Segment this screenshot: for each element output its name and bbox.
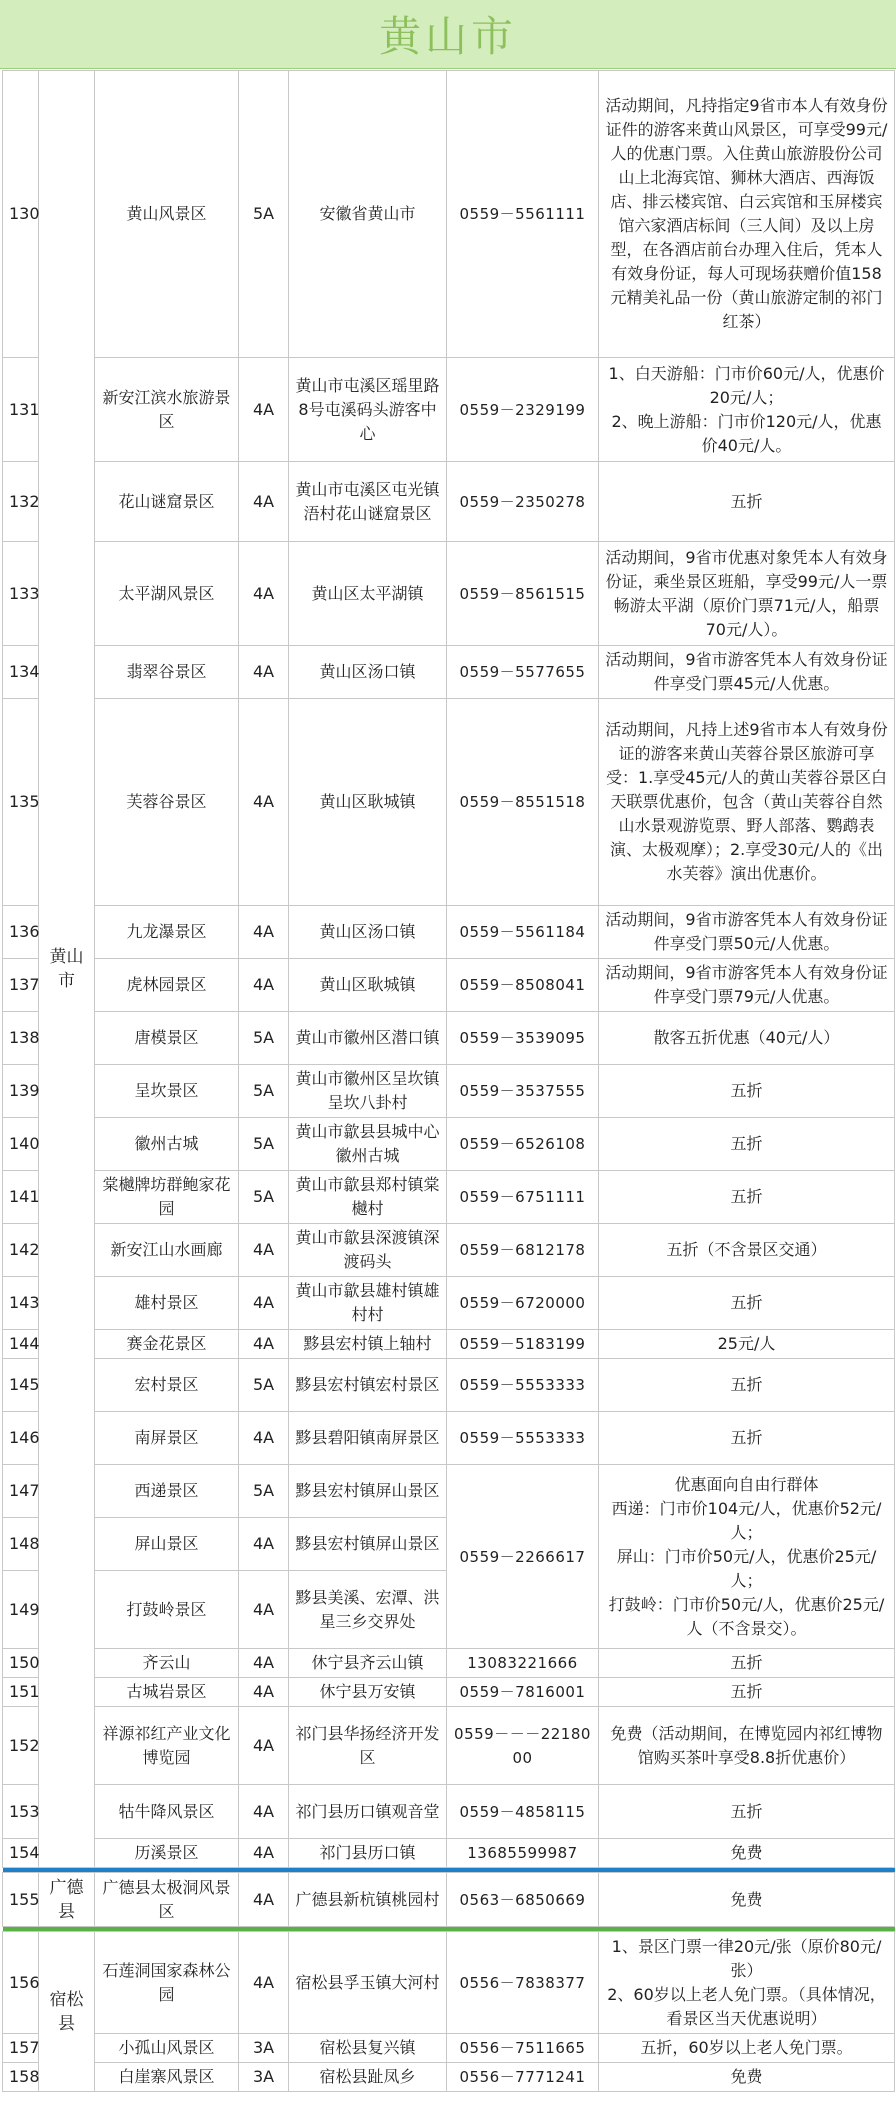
scenic-name: 西递景区 — [95, 1465, 239, 1518]
scenic-address: 黄山区汤口镇 — [289, 646, 447, 699]
row-number: 136 — [3, 906, 39, 959]
scenic-address: 黄山市屯溪区屯光镇浯村花山谜窟景区 — [289, 462, 447, 542]
scenic-name: 历溪景区 — [95, 1839, 239, 1868]
row-number: 140 — [3, 1118, 39, 1171]
table-row — [3, 1873, 895, 1927]
scenic-tel: 0559－6720000 — [447, 1277, 599, 1330]
scenic-address: 安徽省黄山市 — [289, 71, 447, 358]
scenic-level: 5A — [239, 1171, 289, 1224]
scenic-discount: 活动期间，9省市游客凭本人有效身份证件享受门票79元/人优惠。 — [599, 959, 895, 1012]
scenic-level: 4A — [239, 1412, 289, 1465]
row-number: 148 — [3, 1518, 39, 1571]
scenic-discount-table — [2, 70, 895, 2092]
table-row — [3, 462, 895, 542]
scenic-discount: 散客五折优惠（40元/人） — [599, 1012, 895, 1065]
row-number: 132 — [3, 462, 39, 542]
scenic-tel: 0556－7771241 — [447, 2063, 599, 2092]
scenic-name: 新安江滨水旅游景区 — [95, 358, 239, 462]
table-row — [3, 906, 895, 959]
scenic-address: 黄山市歙县县城中心徽州古城 — [289, 1118, 447, 1171]
table-row — [3, 2034, 895, 2063]
scenic-tel: 0559－7816001 — [447, 1678, 599, 1707]
scenic-name: 石莲洞国家森林公园 — [95, 1932, 239, 2034]
scenic-level: 4A — [239, 542, 289, 646]
row-number: 139 — [3, 1065, 39, 1118]
scenic-tel: 0559－5561111 — [447, 71, 599, 358]
table-row — [3, 2063, 895, 2092]
scenic-tel: 0559－8508041 — [447, 959, 599, 1012]
table-row — [3, 1330, 895, 1359]
scenic-level: 4A — [239, 462, 289, 542]
row-number: 153 — [3, 1785, 39, 1839]
scenic-discount: 五折 — [599, 1412, 895, 1465]
scenic-address: 宿松县复兴镇 — [289, 2034, 447, 2063]
scenic-address: 黟县美溪、宏潭、洪星三乡交界处 — [289, 1571, 447, 1649]
scenic-address: 休宁县万安镇 — [289, 1678, 447, 1707]
scenic-name: 九龙瀑景区 — [95, 906, 239, 959]
page-header — [0, 0, 896, 69]
scenic-name: 虎林园景区 — [95, 959, 239, 1012]
row-number: 137 — [3, 959, 39, 1012]
scenic-level: 4A — [239, 1649, 289, 1678]
scenic-level: 5A — [239, 1012, 289, 1065]
scenic-tel: 0563－6850669 — [447, 1873, 599, 1927]
scenic-level: 5A — [239, 1065, 289, 1118]
row-number: 154 — [3, 1839, 39, 1868]
scenic-name: 棠樾牌坊群鲍家花园 — [95, 1171, 239, 1224]
row-number: 145 — [3, 1359, 39, 1412]
scenic-discount: 五折 — [599, 1785, 895, 1839]
table-row — [3, 1412, 895, 1465]
scenic-address: 黄山区耿城镇 — [289, 959, 447, 1012]
scenic-address: 黟县宏村镇屏山景区 — [289, 1465, 447, 1518]
row-number: 158 — [3, 2063, 39, 2092]
scenic-name: 屏山景区 — [95, 1518, 239, 1571]
scenic-name: 古城岩景区 — [95, 1678, 239, 1707]
row-number: 133 — [3, 542, 39, 646]
scenic-discount: 五折 — [599, 462, 895, 542]
scenic-address: 祁门县历口镇观音堂 — [289, 1785, 447, 1839]
scenic-name: 宏村景区 — [95, 1359, 239, 1412]
scenic-tel: 0559－5553333 — [447, 1412, 599, 1465]
scenic-level: 4A — [239, 1678, 289, 1707]
scenic-address: 黟县宏村镇屏山景区 — [289, 1518, 447, 1571]
scenic-tel: 13083221666 — [447, 1649, 599, 1678]
scenic-name: 打鼓岭景区 — [95, 1571, 239, 1649]
city-cell: 黄山市 — [39, 71, 95, 1868]
scenic-discount: 五折，60岁以上老人免门票。 — [599, 2034, 895, 2063]
table-row — [3, 1277, 895, 1330]
row-number: 150 — [3, 1649, 39, 1678]
scenic-discount: 免费（活动期间，在博览园内祁红博物馆购买茶叶享受8.8折优惠价） — [599, 1707, 895, 1785]
scenic-tel: 13685599987 — [447, 1839, 599, 1868]
scenic-level: 4A — [239, 1518, 289, 1571]
scenic-name: 太平湖风景区 — [95, 542, 239, 646]
scenic-discount: 活动期间，凡持上述9省市本人有效身份证的游客来黄山芙蓉谷景区旅游可享受：1.享受45元/人的黄山芙蓉谷景区白天联票优惠价，包含（黄山芙蓉谷自然山水景观游览票、野人部落、鹦鹉表演、太极观摩）；2.享受30元/人的《出水芙蓉》演出优惠价。 — [599, 699, 895, 906]
scenic-level: 5A — [239, 1118, 289, 1171]
scenic-discount: 免费 — [599, 2063, 895, 2092]
scenic-name: 牯牛降风景区 — [95, 1785, 239, 1839]
scenic-discount: 活动期间，9省市游客凭本人有效身份证件享受门票45元/人优惠。 — [599, 646, 895, 699]
scenic-level: 4A — [239, 646, 289, 699]
scenic-address: 广德县新杭镇桃园村 — [289, 1873, 447, 1927]
table-row — [3, 1785, 895, 1839]
row-number: 143 — [3, 1277, 39, 1330]
scenic-tel: 0559－8561515 — [447, 542, 599, 646]
scenic-level: 4A — [239, 1277, 289, 1330]
scenic-address: 宿松县孚玉镇大河村 — [289, 1932, 447, 2034]
table-row — [3, 1678, 895, 1707]
table-row — [3, 1012, 895, 1065]
scenic-level: 5A — [239, 1359, 289, 1412]
scenic-discount: 活动期间，9省市优惠对象凭本人有效身份证，乘坐景区班船，享受99元/人一票畅游太平湖（原价门票71元/人，船票70元/人）。 — [599, 542, 895, 646]
scenic-name: 南屏景区 — [95, 1412, 239, 1465]
table-row — [3, 1839, 895, 1868]
scenic-level: 3A — [239, 2034, 289, 2063]
row-number: 149 — [3, 1571, 39, 1649]
page-title: 黄山市 — [378, 12, 517, 61]
scenic-address: 祁门县历口镇 — [289, 1839, 447, 1868]
table-row — [3, 1649, 895, 1678]
scenic-address: 黄山市歙县深渡镇深渡码头 — [289, 1224, 447, 1277]
row-number: 135 — [3, 699, 39, 906]
scenic-name: 齐云山 — [95, 1649, 239, 1678]
row-number: 131 — [3, 358, 39, 462]
scenic-discount: 活动期间，9省市游客凭本人有效身份证件享受门票50元/人优惠。 — [599, 906, 895, 959]
scenic-address: 休宁县齐云山镇 — [289, 1649, 447, 1678]
row-number: 144 — [3, 1330, 39, 1359]
table-row — [3, 1171, 895, 1224]
row-number: 138 — [3, 1012, 39, 1065]
scenic-name: 新安江山水画廊 — [95, 1224, 239, 1277]
scenic-address: 黄山区汤口镇 — [289, 906, 447, 959]
scenic-tel: 0559－3539095 — [447, 1012, 599, 1065]
scenic-name: 白崖寨风景区 — [95, 2063, 239, 2092]
scenic-level: 4A — [239, 699, 289, 906]
scenic-address: 黄山市屯溪区瑶里路8号屯溪码头游客中心 — [289, 358, 447, 462]
scenic-discount: 优惠面向自由行群体 西递：门市价104元/人，优惠价52元/人； 屏山：门市价50元/人，优惠价25元/人； 打鼓岭：门市价50元/人，优惠价25元/人（不含景交）。 — [599, 1465, 895, 1649]
scenic-address: 黄山市歙县雄村镇雄村村 — [289, 1277, 447, 1330]
row-number: 152 — [3, 1707, 39, 1785]
scenic-name: 徽州古城 — [95, 1118, 239, 1171]
scenic-discount: 25元/人 — [599, 1330, 895, 1359]
scenic-discount: 五折 — [599, 1649, 895, 1678]
scenic-tel: 0559－6526108 — [447, 1118, 599, 1171]
row-number: 146 — [3, 1412, 39, 1465]
scenic-name: 祥源祁红产业文化博览园 — [95, 1707, 239, 1785]
scenic-address: 宿松县趾凤乡 — [289, 2063, 447, 2092]
city-cell: 宿松县 — [39, 1932, 95, 2092]
scenic-tel: 0556－7838377 — [447, 1932, 599, 2034]
scenic-discount: 五折 — [599, 1678, 895, 1707]
scenic-level: 4A — [239, 959, 289, 1012]
scenic-name: 唐模景区 — [95, 1012, 239, 1065]
scenic-level: 4A — [239, 1785, 289, 1839]
scenic-discount: 五折 — [599, 1065, 895, 1118]
table-row — [3, 358, 895, 462]
table-row — [3, 1118, 895, 1171]
scenic-discount: 五折 — [599, 1118, 895, 1171]
row-number: 156 — [3, 1932, 39, 2034]
scenic-name: 广德县太极洞风景区 — [95, 1873, 239, 1927]
scenic-name: 呈坎景区 — [95, 1065, 239, 1118]
scenic-level: 5A — [239, 71, 289, 358]
table-row — [3, 1065, 895, 1118]
scenic-tel: 0559－6812178 — [447, 1224, 599, 1277]
table-row — [3, 1465, 895, 1518]
scenic-level: 4A — [239, 1839, 289, 1868]
scenic-address: 祁门县华扬经济开发区 — [289, 1707, 447, 1785]
table-row — [3, 542, 895, 646]
scenic-level: 3A — [239, 2063, 289, 2092]
scenic-address: 黄山市徽州区呈坎镇呈坎八卦村 — [289, 1065, 447, 1118]
scenic-name: 翡翠谷景区 — [95, 646, 239, 699]
scenic-discount: 五折 — [599, 1171, 895, 1224]
scenic-discount: 免费 — [599, 1873, 895, 1927]
scenic-tel: 0559－4858115 — [447, 1785, 599, 1839]
scenic-name: 赛金花景区 — [95, 1330, 239, 1359]
scenic-address: 黄山市徽州区潜口镇 — [289, 1012, 447, 1065]
scenic-level: 4A — [239, 1571, 289, 1649]
scenic-name: 芙蓉谷景区 — [95, 699, 239, 906]
city-cell: 广德县 — [39, 1873, 95, 1927]
scenic-tel: 0559－6751111 — [447, 1171, 599, 1224]
scenic-tel: 0559－2329199 — [447, 358, 599, 462]
row-number: 134 — [3, 646, 39, 699]
scenic-discount: 1、白天游船：门市价60元/人，优惠价20元/人； 2、晚上游船：门市价120元/人，优惠价40元/人。 — [599, 358, 895, 462]
row-number: 142 — [3, 1224, 39, 1277]
scenic-address: 黟县宏村镇宏村景区 — [289, 1359, 447, 1412]
row-number: 141 — [3, 1171, 39, 1224]
scenic-discount: 1、景区门票一律20元/张（原价80元/张） 2、60岁以上老人免门票。（具体情况，看景区当天优惠说明） — [599, 1932, 895, 2034]
scenic-discount: 活动期间，凡持指定9省市本人有效身份证件的游客来黄山风景区，可享受99元/人的优惠门票。入住黄山旅游股份公司山上北海宾馆、狮林大酒店、西海饭店、排云楼宾馆、白云宾馆和玉屏楼宾馆六家酒店标间（三人间）及以上房型，在各酒店前台办理入住后，凭本人有效身份证，每人可现场获赠价值158元精美礼品一份（黄山旅游定制的祁门红茶） — [599, 71, 895, 358]
row-number: 151 — [3, 1678, 39, 1707]
table-row — [3, 959, 895, 1012]
table-row — [3, 1224, 895, 1277]
scenic-tel: 0559－－－2218000 — [447, 1707, 599, 1785]
scenic-level: 4A — [239, 1224, 289, 1277]
scenic-address: 黄山区耿城镇 — [289, 699, 447, 906]
scenic-level: 4A — [239, 1330, 289, 1359]
scenic-address: 黄山市歙县郑村镇棠樾村 — [289, 1171, 447, 1224]
scenic-discount: 免费 — [599, 1839, 895, 1868]
scenic-tel: 0559－5553333 — [447, 1359, 599, 1412]
scenic-tel: 0559－5561184 — [447, 906, 599, 959]
table-row — [3, 699, 895, 906]
row-number: 157 — [3, 2034, 39, 2063]
scenic-name: 黄山风景区 — [95, 71, 239, 358]
scenic-level: 4A — [239, 1932, 289, 2034]
scenic-tel: 0559－2266617 — [447, 1465, 599, 1649]
scenic-tel: 0559－8551518 — [447, 699, 599, 906]
scenic-level: 4A — [239, 1873, 289, 1927]
scenic-discount: 五折 — [599, 1277, 895, 1330]
scenic-tel: 0559－5183199 — [447, 1330, 599, 1359]
table-row — [3, 1707, 895, 1785]
table-row — [3, 646, 895, 699]
table-row — [3, 1932, 895, 2034]
row-number: 147 — [3, 1465, 39, 1518]
table-row — [3, 1359, 895, 1412]
scenic-discount: 五折 — [599, 1359, 895, 1412]
scenic-address: 黟县碧阳镇南屏景区 — [289, 1412, 447, 1465]
scenic-tel: 0559－3537555 — [447, 1065, 599, 1118]
scenic-tel: 0556－7511665 — [447, 2034, 599, 2063]
scenic-address: 黟县宏村镇上轴村 — [289, 1330, 447, 1359]
scenic-name: 雄村景区 — [95, 1277, 239, 1330]
scenic-name: 小孤山风景区 — [95, 2034, 239, 2063]
row-number: 155 — [3, 1873, 39, 1927]
table-row — [3, 71, 895, 358]
scenic-level: 5A — [239, 1465, 289, 1518]
scenic-discount: 五折（不含景区交通） — [599, 1224, 895, 1277]
scenic-level: 4A — [239, 1707, 289, 1785]
scenic-name: 花山谜窟景区 — [95, 462, 239, 542]
scenic-level: 4A — [239, 906, 289, 959]
scenic-tel: 0559－5577655 — [447, 646, 599, 699]
scenic-tel: 0559－2350278 — [447, 462, 599, 542]
scenic-level: 4A — [239, 358, 289, 462]
scenic-address: 黄山区太平湖镇 — [289, 542, 447, 646]
row-number: 130 — [3, 71, 39, 358]
